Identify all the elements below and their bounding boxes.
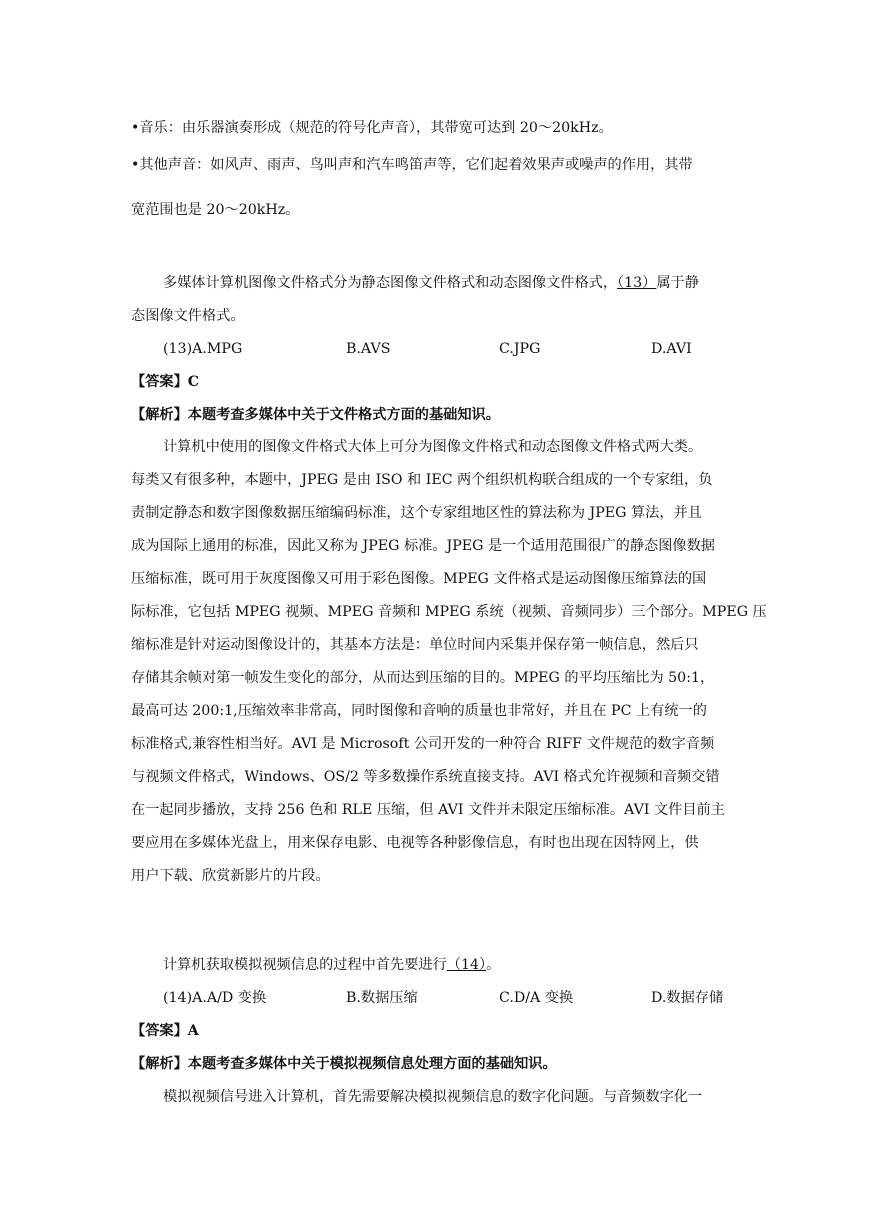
q13-option-a: (13)A.MPG — [163, 341, 243, 357]
other-sound-bullet-line2: 宽范围也是 20～20kHz。 — [131, 202, 300, 218]
q14-analysis-heading: 【解析】本题考查多媒体中关于模拟视频信息处理方面的基础知识。 — [131, 1056, 557, 1072]
q14-option-d: D.数据存储 — [651, 990, 724, 1006]
q14-stem — [163, 955, 500, 975]
music-bullet: •音乐：由乐器演奏形成（规范的符号化声音），其带宽可达到 20～20kHz。 — [131, 120, 613, 136]
q14-analysis-line: 模拟视频信号进入计算机，首先需要解决模拟视频信息的数字化问题。与音频数字化一 — [163, 1089, 703, 1105]
q13-stem-before: 多媒体计算机图像文件格式分为静态图像文件格式和动态图像文件格式， — [163, 275, 618, 291]
q13-analysis-heading: 【解析】本题考查多媒体中关于文件格式方面的基础知识。 — [131, 407, 500, 423]
q13-stem-line2: 态图像文件格式。 — [131, 308, 245, 324]
q13-option-d: D.AVI — [651, 341, 692, 357]
q13-stem-after: 属于静 — [656, 275, 699, 291]
q13-analysis-line: 际标准，它包括 MPEG 视频、MPEG 音频和 MPEG 系统（视频、音频同步）三个部分。MPEG 压 — [131, 604, 767, 620]
q13-analysis-line: 最高可达 200:1,压缩效率非常高，同时图像和音响的质量也非常好，并且在 PC 上有统一的 — [131, 703, 707, 719]
q14-option-c: C.D/A 变换 — [499, 990, 574, 1006]
q13-analysis-line: 压缩标准，既可用于灰度图像又可用于彩色图像。MPEG 文件格式是运动图像压缩算法的国 — [131, 571, 707, 587]
q13-answer: 【答案】C — [131, 374, 200, 390]
q14-answer: 【答案】A — [131, 1023, 199, 1039]
q14-blank: （14） — [446, 957, 487, 973]
q13-blank: （13） — [617, 275, 657, 291]
q14-options — [163, 988, 723, 1008]
q14-option-a: (14)A.A/D 变换 — [163, 990, 267, 1006]
q14-option-b: B.数据压缩 — [346, 990, 418, 1006]
q13-analysis-line: 用户下载、欣赏新影片的片段。 — [131, 868, 330, 884]
q13-options — [163, 339, 723, 359]
q14-stem-before: 计算机获取模拟视频信息的过程中首先要进行 — [163, 957, 447, 973]
q13-analysis-line: 计算机中使用的图像文件格式大体上可分为图像文件格式和动态图像文件格式两大类。 — [163, 439, 703, 455]
q13-analysis-line: 在一起同步播放，支持 256 色和 RLE 压缩，但 AVI 文件并未限定压缩标准。AVI 文件目前主 — [131, 802, 725, 818]
q13-analysis-line: 每类又有很多种，本题中，JPEG 是由 ISO 和 IEC 两个组织机构联合组成的一个专家组，负 — [131, 472, 713, 488]
q13-analysis-line: 存储其余帧对第一帧发生变化的部分，从而达到压缩的目的。MPEG 的平均压缩比为 50:1， — [131, 670, 715, 686]
q13-analysis-line: 成为国际上通用的标准，因此又称为 JPEG 标准。JPEG 是一个适用范围很广的静态图像数据 — [131, 538, 715, 554]
q13-analysis-line: 责制定静态和数字图像数据压缩编码标准，这个专家组地区性的算法称为 JPEG 算法，并且 — [131, 505, 702, 521]
q13-option-c: C.JPG — [499, 341, 541, 357]
q13-stem-line1 — [163, 273, 699, 293]
q13-analysis-line: 与视频文件格式，Windows、OS/2 等多数操作系统直接支持。AVI 格式允许视频和音频交错 — [131, 769, 720, 785]
q14-stem-after: 。 — [486, 957, 501, 973]
q13-option-b: B.AVS — [346, 341, 391, 357]
other-sound-bullet-line1: •其他声音：如风声、雨声、鸟叫声和汽车鸣笛声等，它们起着效果声或噪声的作用，其带 — [131, 157, 693, 173]
q13-analysis-line: 标准格式,兼容性相当好。AVI 是 Microsoft 公司开发的一种符合 RIFF 文件规范的数字音频 — [131, 736, 715, 752]
q13-analysis-line: 缩标准是针对运动图像设计的，其基本方法是：单位时间内采集并保存第一帧信息，然后只 — [131, 637, 699, 653]
q13-analysis-line: 要应用在多媒体光盘上，用来保存电影、电视等各种影像信息，有时也出现在因特网上，供 — [131, 835, 699, 851]
